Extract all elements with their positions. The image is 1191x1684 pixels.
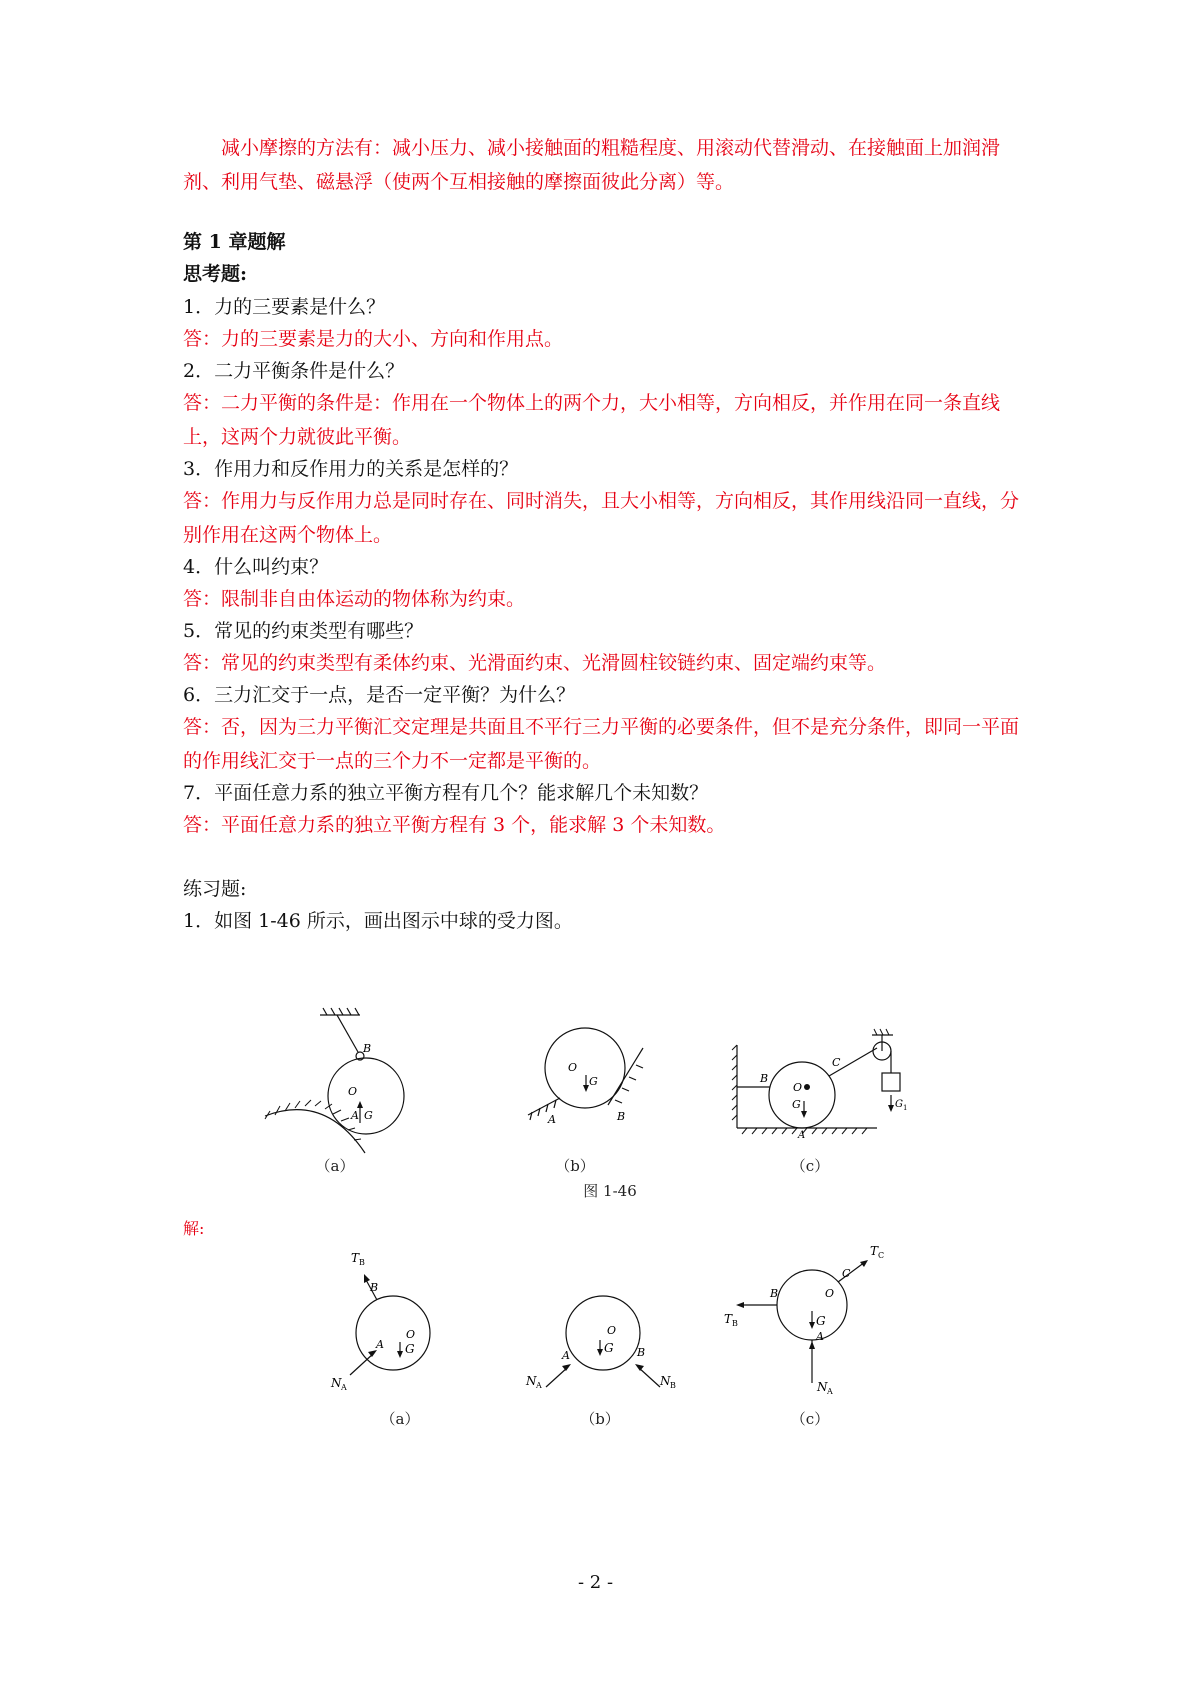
label-A: A [816, 1330, 824, 1343]
label-TB-sub: B [732, 1319, 738, 1328]
question-7: 7．平面任意力系的独立平衡方程有几个？能求解几个未知数？ [183, 782, 709, 804]
solution-c [720, 1235, 900, 1400]
question-2: 2．二力平衡条件是什么？ [183, 360, 405, 382]
figure-1-46-a [265, 1005, 415, 1155]
figure-caption: 图 1-46 [583, 1182, 637, 1200]
question-6: 6．三力汇交于一点，是否一定平衡？为什么？ [183, 684, 576, 706]
label-O: O [793, 1081, 803, 1094]
label-B: B [370, 1281, 379, 1294]
chapter-title: 第 1 章题解 [183, 231, 286, 253]
answer-2: 答：二力平衡的条件是：作用在一个物体上的两个力，大小相等，方向相反，并作用在同一条直线上，这两个力就彼此平衡。 [183, 392, 1001, 448]
section-label-thinking: 思考题: [183, 263, 248, 285]
question-4: 4．什么叫约束？ [183, 556, 329, 578]
label-NB: N [660, 1374, 671, 1388]
label-G: G [816, 1314, 826, 1328]
label-T: T [351, 1251, 360, 1265]
friction-paragraph: 减小摩擦的方法有：减小压力、减小接触面的粗糙程度、用滚动代替滑动、在接触面上加润滑剂、利用气垫、磁悬浮（使两个互相接触的摩擦面彼此分离）等。 [183, 137, 1001, 193]
figure-1-46-c [727, 1010, 907, 1150]
label-G1: G [895, 1099, 903, 1110]
label-C: C [832, 1056, 841, 1069]
caption-a-top: （a） [315, 1157, 355, 1175]
exercises-label: 练习题: [183, 878, 247, 900]
label-G: G [364, 1109, 373, 1122]
label-N: N [331, 1376, 342, 1390]
answer-7: 答：平面任意力系的独立平衡方程有 3 个，能求解 3 个未知数。 [183, 814, 726, 836]
label-G: G [405, 1342, 415, 1356]
label-G: G [589, 1075, 598, 1088]
label-C: C [842, 1267, 851, 1280]
answer-1: 答：力的三要素是力的大小、方向和作用点。 [183, 328, 564, 350]
label-O: O [825, 1287, 835, 1300]
label-A: A [562, 1349, 570, 1362]
caption-c-solution: （c） [790, 1410, 830, 1428]
label-G1-sub: 1 [903, 1104, 908, 1112]
answer-6: 答：否，因为三力平衡汇交定理是共面且不平行三力平衡的必要条件，但不是充分条件，即同一平面的作用线汇交于一点的三个力不一定都是平衡的。 [183, 716, 1020, 772]
label-G: G [792, 1098, 801, 1111]
caption-b-solution: （b） [580, 1410, 620, 1428]
solution-b [520, 1285, 680, 1395]
label-B: B [770, 1287, 779, 1300]
label-NA-sub: A [536, 1381, 542, 1390]
question-3: 3．作用力和反作用力的关系是怎样的？ [183, 458, 519, 480]
answer-3: 答：作用力与反作用力总是同时存在、同时消失，且大小相等，方向相反，其作用线沿同一直线，分别作用在这两个物体上。 [183, 490, 1020, 546]
label-NB-sub: B [670, 1381, 676, 1390]
label-N-sub: A [341, 1383, 347, 1392]
label-A: A [376, 1338, 384, 1351]
label-A: A [351, 1109, 359, 1122]
solution-a [320, 1245, 450, 1395]
label-A: A [548, 1113, 556, 1126]
caption-a-solution: （a） [380, 1410, 420, 1428]
label-G: G [604, 1341, 614, 1355]
caption-c-top: （c） [790, 1157, 830, 1175]
label-B: B [363, 1042, 372, 1055]
label-NA-sub: A [827, 1387, 833, 1396]
label-TC: T [870, 1244, 879, 1258]
solution-label: 解: [183, 1219, 205, 1238]
label-NA: N [817, 1380, 828, 1394]
label-TB: T [724, 1312, 733, 1326]
page-number: - 2 - [577, 1572, 614, 1593]
answer-4: 答：限制非自由体运动的物体称为约束。 [183, 588, 526, 610]
label-O: O [568, 1061, 578, 1074]
figure-1-46-b [520, 1020, 650, 1140]
question-5: 5．常见的约束类型有哪些？ [183, 620, 424, 642]
label-B: B [617, 1110, 626, 1123]
label-NA: N [526, 1374, 537, 1388]
question-1: 1．力的三要素是什么？ [183, 296, 386, 318]
exercise-problem-1: 1．如图 1-46 所示，画出图示中球的受力图。 [183, 910, 573, 932]
label-TC-sub: C [878, 1251, 885, 1260]
caption-b-top: （b） [555, 1157, 595, 1175]
label-B: B [760, 1072, 769, 1085]
answer-5: 答：常见的约束类型有柔体约束、光滑面约束、光滑圆柱铰链约束、固定端约束等。 [183, 652, 887, 674]
label-O: O [348, 1085, 358, 1098]
label-A: A [798, 1130, 806, 1141]
label-O: O [607, 1324, 617, 1337]
label-O: O [406, 1328, 416, 1341]
label-T-sub: B [359, 1258, 365, 1267]
label-B: B [637, 1346, 646, 1359]
